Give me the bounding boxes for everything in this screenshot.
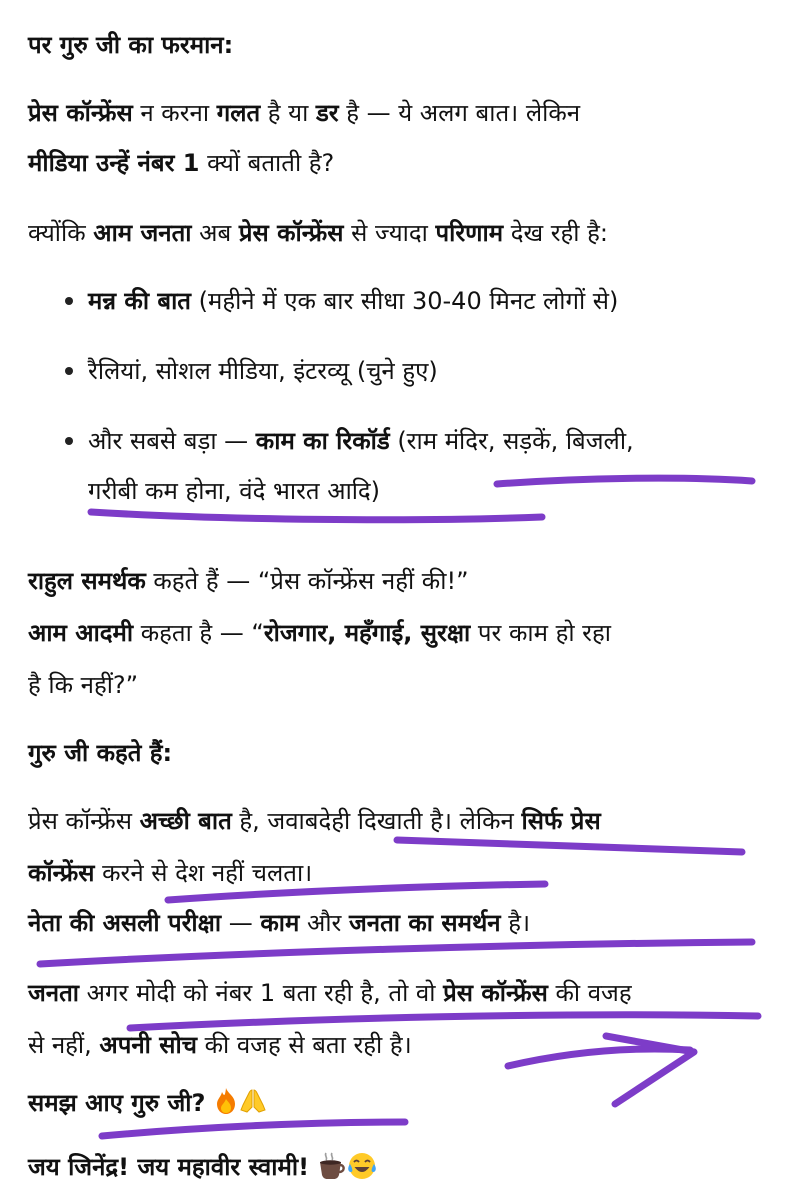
purple-underline-stroke [40,942,752,964]
text-sirf-press: सिर्फ प्रेस [521,807,601,835]
fire-emoji-icon [213,1087,239,1115]
text-galat: गलत [216,99,261,127]
text-segment: कहते हैं — “प्रेस कॉन्फ्रेंस नहीं की!” [145,567,469,595]
text-press-conference: प्रेस कॉन्फ्रेंस [238,219,344,247]
text-segment: से ज्यादा [343,219,436,247]
text-segment: अगर मोदी को नंबर 1 बता रही है, तो वो [79,979,444,1007]
text-media-number-1: मीडिया उन्हें नंबर 1 [28,149,200,177]
folded-hands-emoji-icon [239,1087,267,1115]
text-segment: है या [260,99,316,127]
text-segment: और [299,909,349,937]
text-segment: करने से देश नहीं चलता। [94,859,313,887]
paragraph-2 [28,216,608,250]
bullet-dot-icon [65,297,73,305]
text-janta: जनता [28,979,80,1007]
text-segment: है, जवाबदेही दिखाती है। लेकिन [231,807,522,835]
paragraph-4-line-6 [28,1086,267,1120]
paragraph-4-line-1 [28,804,601,838]
text-segment: प्रेस कॉन्फ्रेंस [28,807,140,835]
purple-underline-stroke [130,1015,758,1028]
text-segment: न करना [132,99,217,127]
paragraph-1-line-1 [28,96,580,130]
purple-underline-stroke [91,512,542,520]
text-jai-jinendra: जय जिनेंद्र! जय महावीर स्वामी! [28,1153,310,1181]
text-apni-soch: अपनी सोच [99,1031,197,1059]
bullet-item-1 [88,284,618,318]
paragraph-3-line-3: है कि नहीं?” [28,671,139,699]
text-segment: क्यों बताती है? [199,149,335,177]
text-aam-janta: आम जनता [93,219,192,247]
text-segment: देख रही है: [503,219,608,247]
text-segment: (महीने में एक बार सीधा 30-40 मिनट लोगों से) [191,287,619,315]
bullet-item-2: रैलियां, सोशल मीडिया, इंटरव्यू (चुने हुए) [88,357,438,385]
hot-beverage-emoji-icon [317,1151,347,1181]
text-rahul-samarthak: राहुल समर्थक [28,567,146,595]
text-segment: अब [191,219,239,247]
paragraph-3-line-2 [28,616,611,650]
purple-underline-stroke [397,840,742,852]
paragraph-4-line-7 [28,1150,377,1184]
purple-arrow-shaft [508,1049,690,1066]
text-rozgaar-mehngai-suraksha: रोजगार, महँगाई, सुरक्षा [263,619,471,647]
text-segment: (राम मंदिर, सड़कें, बिजली, [389,427,634,455]
bullet-item-3-line-2: गरीबी कम होना, वंदे भारत आदि) [88,477,381,505]
bullet-dot-icon [65,437,73,445]
paragraph-4-line-3 [28,906,530,940]
text-segment: और सबसे बड़ा — [88,427,256,455]
text-janta-ka-samarthan: जनता का समर्थन [348,909,501,937]
purple-underline-stroke [497,478,752,484]
text-conference: कॉन्फ्रेंस [28,859,95,887]
heading-guru-ji-kehte-hain: गुरु जी कहते हैं: [28,739,173,767]
text-segment: पर काम हो रहा [470,619,611,647]
purple-arrow-head [606,1036,694,1104]
text-segment: की वजह से बता रही है। [196,1031,412,1059]
paragraph-1-line-2 [28,146,334,180]
text-parinaam: परिणाम [435,219,504,247]
text-kaam: काम [260,909,300,937]
paragraph-4-line-5 [28,1028,412,1062]
text-segment: से नहीं, [28,1031,100,1059]
text-press-conference: प्रेस कॉन्फ्रेंस [443,979,548,1007]
text-dar: डर [315,99,339,127]
text-neta-ki-asli-pariksha: नेता की असली परीक्षा [28,909,222,937]
text-aam-aadmi: आम आदमी [28,619,134,647]
text-segment: की वजह [547,979,632,1007]
text-samajh-aaye-guru-ji: समझ आए गुरु जी? [28,1089,206,1117]
paragraph-4-line-2 [28,856,312,890]
text-kaam-ka-record: काम का रिकॉर्ड [255,427,390,455]
text-segment: है। [500,909,531,937]
bullet-item-3-line-1 [88,424,634,458]
text-segment: क्योंकि [28,219,94,247]
text-segment: — [221,909,261,937]
purple-underline-stroke [102,1122,405,1136]
bullet-dot-icon [65,367,73,375]
text-segment: है — ये अलग बात। लेकिन [338,99,581,127]
tears-of-joy-emoji-icon [347,1151,377,1181]
paragraph-4-line-4 [28,976,632,1010]
paragraph-3-line-1 [28,564,469,598]
text-achhi-baat: अच्छी बात [139,807,232,835]
text-mann-ki-baat: मन्न की बात [88,287,191,315]
text-press-conference: प्रेस कॉन्फ्रेंस [28,99,133,127]
text-segment: कहता है — “ [133,619,264,647]
heading-guru-ji-farman: पर गुरु जी का फरमान: [28,31,234,59]
